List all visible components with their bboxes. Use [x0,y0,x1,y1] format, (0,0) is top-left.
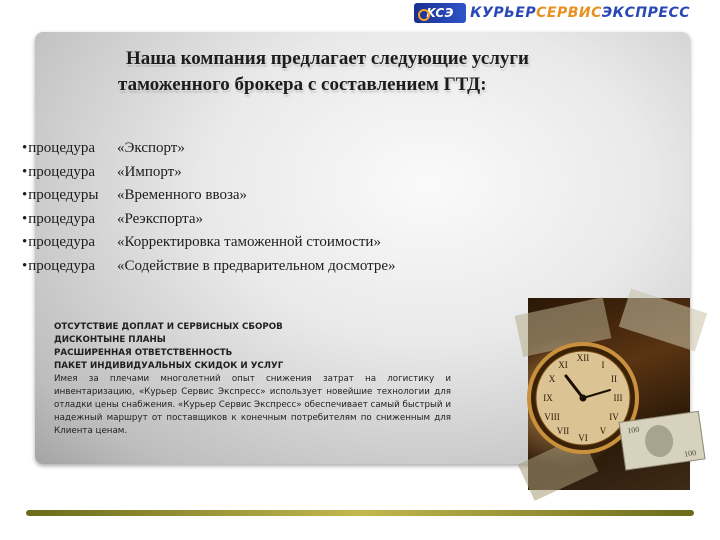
service-item [22,161,396,185]
services-list [22,137,396,278]
service-name: «Временного ввоза» [117,187,248,203]
svg-text:XII: XII [576,353,590,363]
svg-text:IV: IV [609,412,619,422]
service-kind: процедуры [28,187,99,203]
feature-line: ДИСКОНТЫНЕ ПЛАНЫ [54,335,166,345]
svg-text:100: 100 [626,424,640,436]
company-logo [414,2,690,24]
bullet: • [22,187,28,203]
svg-text:II: II [611,374,617,384]
svg-text:V: V [599,426,607,436]
bullet: • [22,234,28,250]
service-name: «Реэкспорта» [117,210,204,227]
logo-name-part3: ЭКСПРЕСС [601,5,690,21]
service-kind: процедура [28,140,96,156]
logo-name [470,5,690,21]
service-kind: процедура [28,257,96,274]
bullet: • [22,257,28,274]
bullet: • [22,140,28,156]
logo-name-part2: СЕРВИС [536,5,602,21]
svg-text:VI: VI [578,433,588,443]
svg-text:VII: VII [556,426,570,436]
svg-text:100: 100 [683,448,697,459]
service-name: «Экспорт» [117,140,185,156]
clock-money-photo [528,298,697,490]
service-item [22,137,396,161]
svg-text:IX: IX [543,393,553,403]
service-item [22,231,396,255]
service-name: «Корректировка таможенной стоимости» [117,234,381,250]
clock-and-money-icon [528,298,697,490]
slide-title [118,46,648,98]
title-line-1: Наша компания предлагает следующие услуги [126,48,529,69]
bullet: • [22,163,28,180]
svg-text:I: I [601,360,605,370]
service-name: «Содействие в предварительном досмотре» [117,257,396,274]
service-item [22,208,396,232]
bullet: • [22,210,28,227]
service-name: «Импорт» [117,163,182,180]
feature-line: ОТСУТСТВИЕ ДОПЛАТ И СЕРВИСНЫХ СБОРОВ [54,322,283,332]
service-item [22,184,396,208]
svg-text:III: III [613,393,623,403]
features-block [54,321,451,438]
logo-badge: KCЭ [414,3,466,23]
feature-line: ПАКЕТ ИНДИВИДУАЛЬНЫХ СКИДОК И УСЛУГ [54,361,284,371]
service-kind: процедура [28,210,96,227]
feature-line: РАСШИРЕННАЯ ОТВЕТСТВЕННОСТЬ [54,348,233,358]
svg-text:XI: XI [558,360,568,370]
service-item [22,255,396,279]
company-description: Имея за плечами многолетний опыт снижения затрат на логистику и инвентаризацию, «Курьер Сервис Экспресс» использует новейшие технологии для отладки цены снабжения. «Курьер Сервис Экспресс» обеспечивает самый быстрый и надежный маршрут от поставщиков к конечным потребителям по сниженным для Клиента ценам. [54,374,451,436]
svg-text:VIII: VIII [544,412,560,422]
svg-text:X: X [548,374,556,384]
bottom-accent-line [26,510,694,516]
service-kind: процедура [28,234,96,250]
title-line-2: таможенного брокера с составлением ГТД: [118,74,487,95]
service-kind: процедура [28,163,96,180]
logo-name-part1: КУРЬЕР [470,5,537,21]
